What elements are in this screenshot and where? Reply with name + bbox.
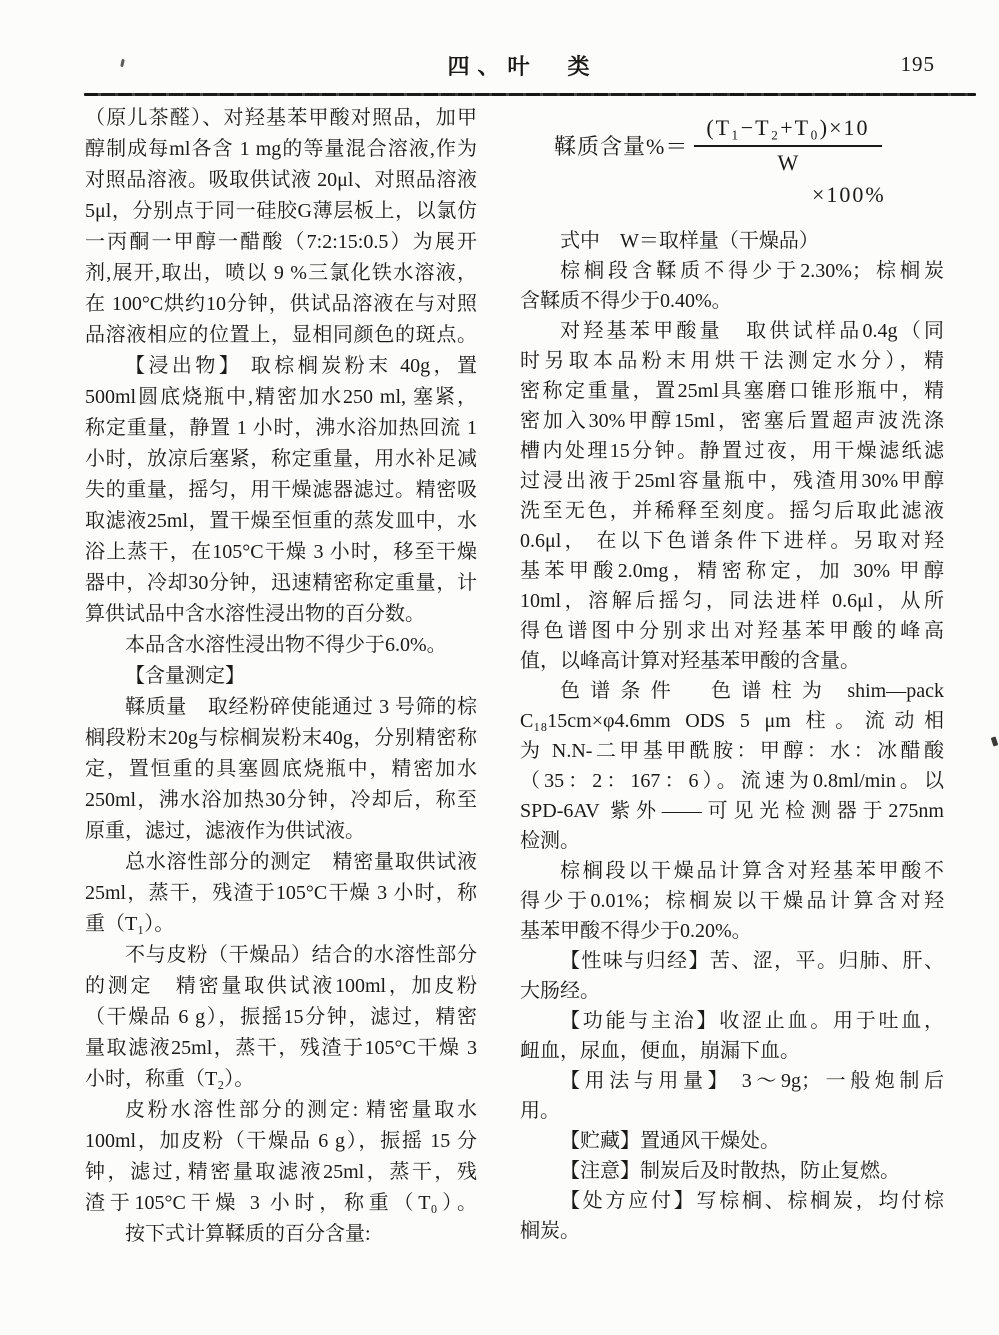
text-line: 棕榈段含鞣质不得少于2.30%；棕榈炭 — [560, 260, 944, 282]
formula-numerator: (T₁−T₂+T₀)×10 — [694, 115, 881, 147]
text-line: 按下式计算鞣质的百分含量: — [125, 1223, 371, 1245]
text-line: 时另取本品粉末用烘干法测定水分），精 — [520, 350, 944, 372]
text-line: 色谱条件 色谱柱为 shim—pack — [560, 680, 944, 702]
text-line: 500ml圆底烧瓶中,精密加水250 ml, 塞紧， — [85, 386, 477, 408]
text-line: （35：2：167：6）。流速为0.8ml/min。以 — [520, 770, 944, 792]
right-text-column — [520, 108, 944, 1246]
text-line: 【处方应付】写棕榈、棕榈炭，均付棕 — [560, 1190, 944, 1212]
text-line: 钟，滤过, 精密量取滤液25ml，蒸干，残 — [85, 1161, 477, 1183]
text-line: （干燥品 6 g），振摇15分钟，滤过，精密 — [85, 1006, 477, 1028]
text-line: 算供试品中含水溶性浸出物的百分数。 — [85, 603, 425, 625]
text-line: 原重，滤过，滤液作为供试液。 — [85, 820, 365, 842]
text-line: 小时，称重（T₂）。 — [85, 1068, 255, 1090]
text-line: 得色谱图中分别求出对羟基苯甲酸的峰高 — [520, 620, 944, 642]
text-line: C₁₈15cm×φ4.6mm ODS 5 μm 柱。流动相 — [520, 710, 944, 732]
header-divider-rule — [84, 93, 976, 96]
text-line: 基苯甲酸2.0mg，精密称定，加 30% 甲醇 — [520, 560, 944, 582]
text-line: 含鞣质不得少于0.40%。 — [520, 290, 732, 312]
text-line: 得少于0.01%；棕榈炭以干燥品计算含对羟 — [520, 890, 944, 912]
section-title: 四、叶 类 — [447, 54, 598, 79]
text-line: 25ml，蒸干，残渣于105°C干燥 3 小时，称 — [85, 882, 477, 904]
text-line: 洗至无色，并稀释至刻度。摇匀后取此滤液 — [520, 500, 944, 522]
text-line: 品溶液相应的位置上，显相同颜色的斑点。 — [85, 324, 477, 346]
formula-denominator: W — [777, 149, 799, 175]
text-line: 渣于105°C干燥 3 小时，称重（T₀）。 — [85, 1192, 477, 1214]
text-line: 总水溶性部分的测定 精密量取供试液 — [125, 851, 477, 873]
tannin-content-formula — [520, 108, 944, 226]
text-line: 【功能与主治】收涩止血。用于吐血， — [560, 1010, 944, 1032]
text-line: 剂,展开,取出，喷以 9 %三氯化铁水溶液， — [85, 262, 477, 284]
text-line: 密加入30%甲醇15ml，密塞后置超声波洗涤 — [520, 410, 944, 432]
left-text-column — [85, 103, 477, 1250]
text-line: 棕榈段以干燥品计算含对羟基苯甲酸不 — [560, 860, 944, 882]
text-line: 器中，冷却30分钟，迅速精密称定重量，计 — [85, 572, 477, 594]
text-line: SPD-6AV 紫外——可见光检测器于275nm — [520, 800, 944, 822]
text-line: 过浸出液于25ml容量瓶中，残渣用30%甲醇 — [520, 470, 944, 492]
text-line: 定，置恒重的具塞圆底烧瓶中，精密加水 — [85, 758, 477, 780]
text-line: 密称定重量，置25ml具塞磨口锥形瓶中，精 — [520, 380, 944, 402]
text-line: 在 100°C烘约10分钟，供试品溶液在与对照 — [85, 293, 477, 315]
formula-multiplier: ×100% — [812, 182, 886, 207]
text-line: 浴上蒸干，在105°C干燥 3 小时，移至干燥 — [85, 541, 477, 563]
text-line: 鞣质量 取经粉碎使能通过 3 号筛的棕 — [125, 696, 477, 718]
scan-speck — [991, 736, 999, 746]
text-line: 【含量测定】 — [125, 665, 245, 687]
text-line: 250ml，沸水浴加热30分钟，冷却后，称至 — [85, 789, 477, 811]
text-line: 大肠经。 — [520, 980, 600, 1002]
text-line: 榈段粉末20g与棕榈炭粉末40g，分别精密称 — [85, 727, 477, 749]
text-line: 用。 — [520, 1100, 560, 1122]
formula-fraction-row — [554, 108, 944, 182]
text-line: 【性味与归经】苦、涩，平。归肺、肝、 — [560, 950, 944, 972]
text-line: 醇制成每ml各含 1 mg的等量混合溶液,作为 — [85, 138, 477, 160]
formula-fraction — [694, 115, 881, 176]
text-line: 10ml，溶解后摇匀，同法进样 0.6μl，从所 — [520, 590, 944, 612]
text-line: 5μl，分别点于同一硅胶G薄层板上，以氯仿 — [85, 200, 477, 222]
text-line: 榈炭。 — [520, 1220, 580, 1242]
formula-lhs: 鞣质含量%＝ — [554, 133, 689, 159]
text-line: 小时，放凉后塞紧，称定重量，用水补足减 — [85, 448, 477, 470]
text-line: 值，以峰高计算对羟基苯甲酸的含量。 — [520, 650, 860, 672]
text-line: 0.6μl， 在以下色谱条件下进样。另取对羟 — [520, 530, 944, 552]
text-line: 【浸出物】 取棕榈炭粉末 40g，置 — [125, 355, 477, 377]
text-line: 【用法与用量】 3～9g；一般炮制后 — [560, 1070, 944, 1092]
text-line: 槽内处理15分钟。静置过夜，用干燥滤纸滤 — [520, 440, 944, 462]
text-line: 量取滤液25ml，蒸干，残渣于105°C干燥 3 — [85, 1037, 477, 1059]
text-line: 基苯甲酸不得少于0.20%。 — [520, 920, 752, 942]
text-line: 失的重量，摇匀，用干燥滤器滤过。精密吸 — [85, 479, 477, 501]
right-column-lines — [520, 226, 944, 1246]
text-line: 不与皮粉（干燥品）结合的水溶性部分 — [125, 944, 477, 966]
text-line: 本品含水溶性浸出物不得少于6.0%。 — [125, 634, 447, 656]
text-line: 一丙酮一甲醇一醋酸（7:2:15:0.5）为展开 — [85, 231, 477, 253]
text-line: 取滤液25ml，置干燥至恒重的蒸发皿中，水 — [85, 510, 477, 532]
text-line: 【注意】制炭后及时散热，防止复燃。 — [560, 1160, 900, 1182]
text-line: 【贮藏】置通风干燥处。 — [560, 1130, 780, 1152]
text-line: （原儿茶醛）、对羟基苯甲酸对照品，加甲 — [85, 107, 477, 129]
text-line: 重（T₁）。 — [85, 913, 175, 935]
text-line: 对羟基苯甲酸量 取供试样品0.4g（同 — [560, 320, 944, 342]
text-line: 100ml，加皮粉（干燥品 6 g），振摇 15 分 — [85, 1130, 477, 1152]
text-line: 为 N.N-二甲基甲酰胺：甲醇：水：冰醋酸 — [520, 740, 944, 762]
text-line: 的测定 精密量取供试液100ml，加皮粉 — [85, 975, 477, 997]
text-line: 衄血，尿血，便血，崩漏下血。 — [520, 1040, 800, 1062]
text-line: 对照品溶液。吸取供试液 20μl、对照品溶液 — [85, 169, 477, 191]
text-line: 式中 W＝取样量（干燥品） — [560, 230, 819, 252]
text-line: 皮粉水溶性部分的测定: 精密量取水 — [125, 1099, 477, 1121]
text-line: 检测。 — [520, 830, 580, 852]
text-line: 称定重量，静置 1 小时，沸水浴加热回流 1 — [85, 417, 477, 439]
page-number: 195 — [900, 52, 935, 76]
